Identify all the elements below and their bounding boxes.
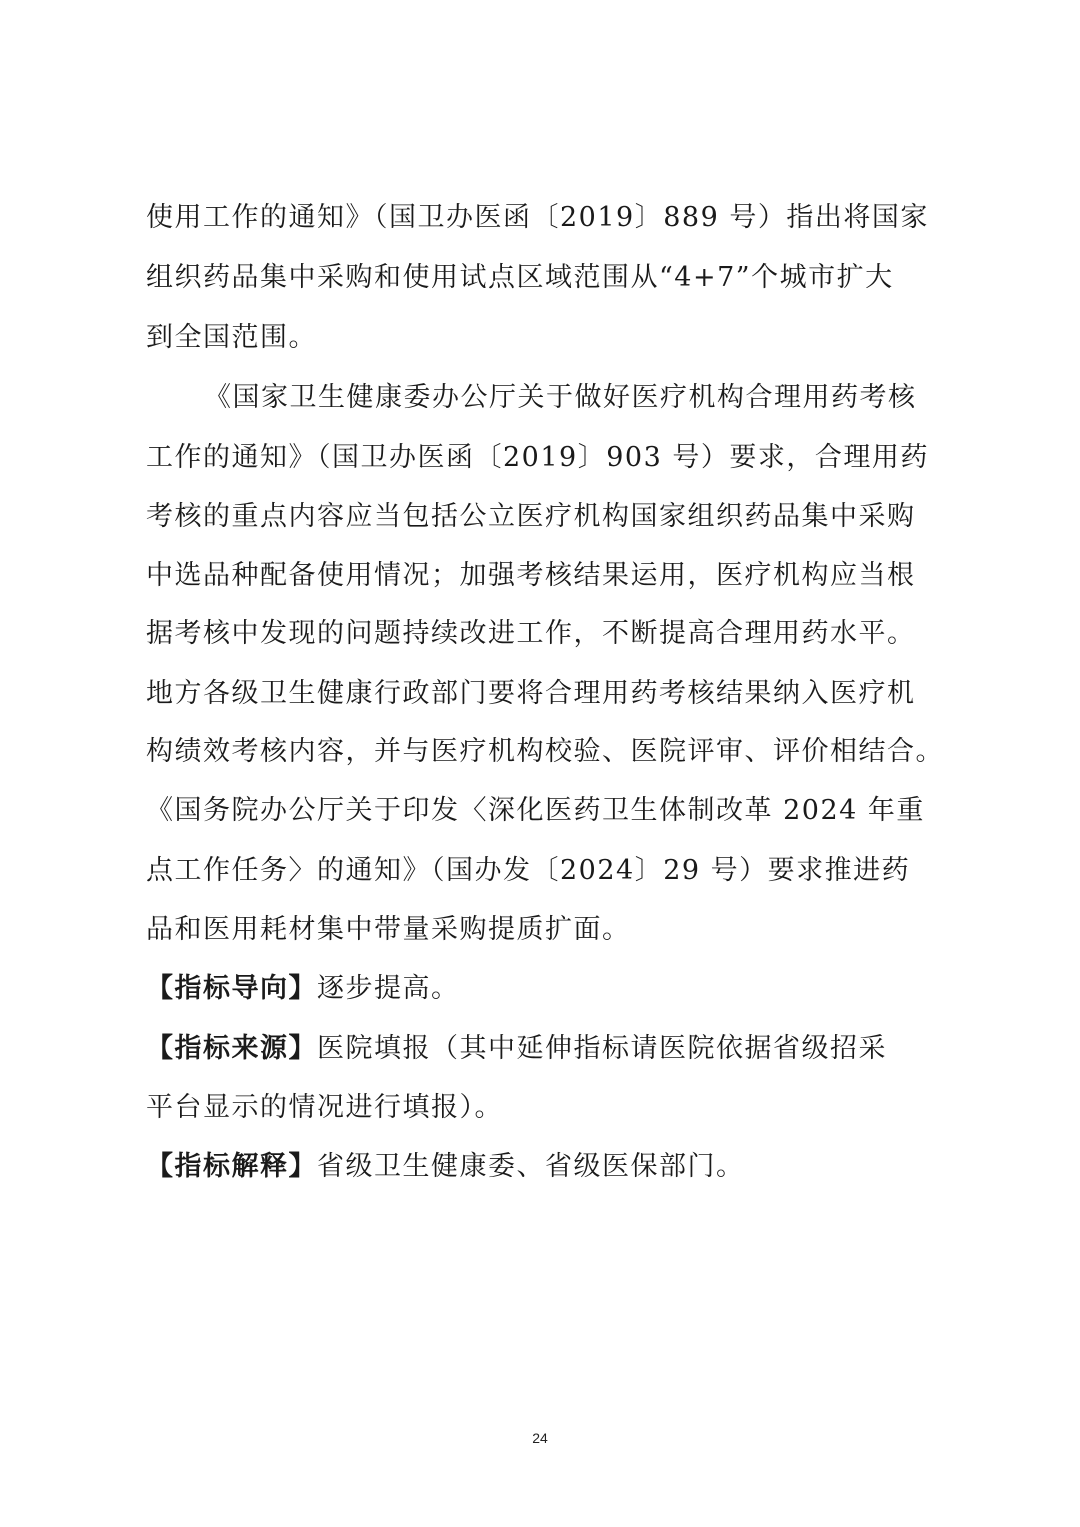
body-line: 《国务院办公厅关于印发〈深化医药卫生体制改革 2024 年重 [146,795,925,826]
body-line: 地方各级卫生健康行政部门要将合理用药考核结果纳入医疗机 [146,678,916,709]
body-line: 《国家卫生健康委办公厅关于做好医疗机构合理用药考核 [204,382,917,413]
indicator-interpretation-label: 【指标解释】 [146,1151,317,1182]
indicator-source-label: 【指标来源】 [146,1033,317,1064]
body-line: 组织药品集中采购和使用试点区域范围从“4+7”个城市扩大 [146,262,894,293]
body-line: 品和医用耗材集中带量采购提质扩面。 [146,914,631,945]
indicator-interpretation [146,1147,745,1187]
indicator-direction [146,969,460,1009]
body-line: 点工作任务〉的通知》（国办发〔2024〕29 号）要求推进药 [146,855,911,886]
body-line: 考核的重点内容应当包括公立医疗机构国家组织药品集中采购 [146,501,916,532]
body-line: 中选品种配备使用情况；加强考核结果运用，医疗机构应当根 [146,560,916,591]
body-line: 到全国范围。 [146,322,317,353]
page-number: 24 [532,1430,548,1446]
body-line: 使用工作的通知》（国卫办医函〔2019〕889 号）指出将国家 [146,202,929,233]
indicator-source-text: 医院填报（其中延伸指标请医院依据省级招采 [317,1033,887,1064]
body-line: 构绩效考核内容，并与医疗机构校验、医院评审、评价相结合。 [146,736,944,767]
body-line: 据考核中发现的问题持续改进工作，不断提高合理用药水平。 [146,618,916,649]
indicator-interpretation-text: 省级卫生健康委、省级医保部门。 [317,1151,745,1182]
body-line: 工作的通知》（国卫办医函〔2019〕903 号）要求，合理用药 [146,442,929,473]
indicator-direction-text: 逐步提高。 [317,973,460,1004]
indicator-source [146,1029,887,1069]
indicator-direction-label: 【指标导向】 [146,973,317,1004]
indicator-source-continued: 平台显示的情况进行填报）。 [146,1092,503,1123]
